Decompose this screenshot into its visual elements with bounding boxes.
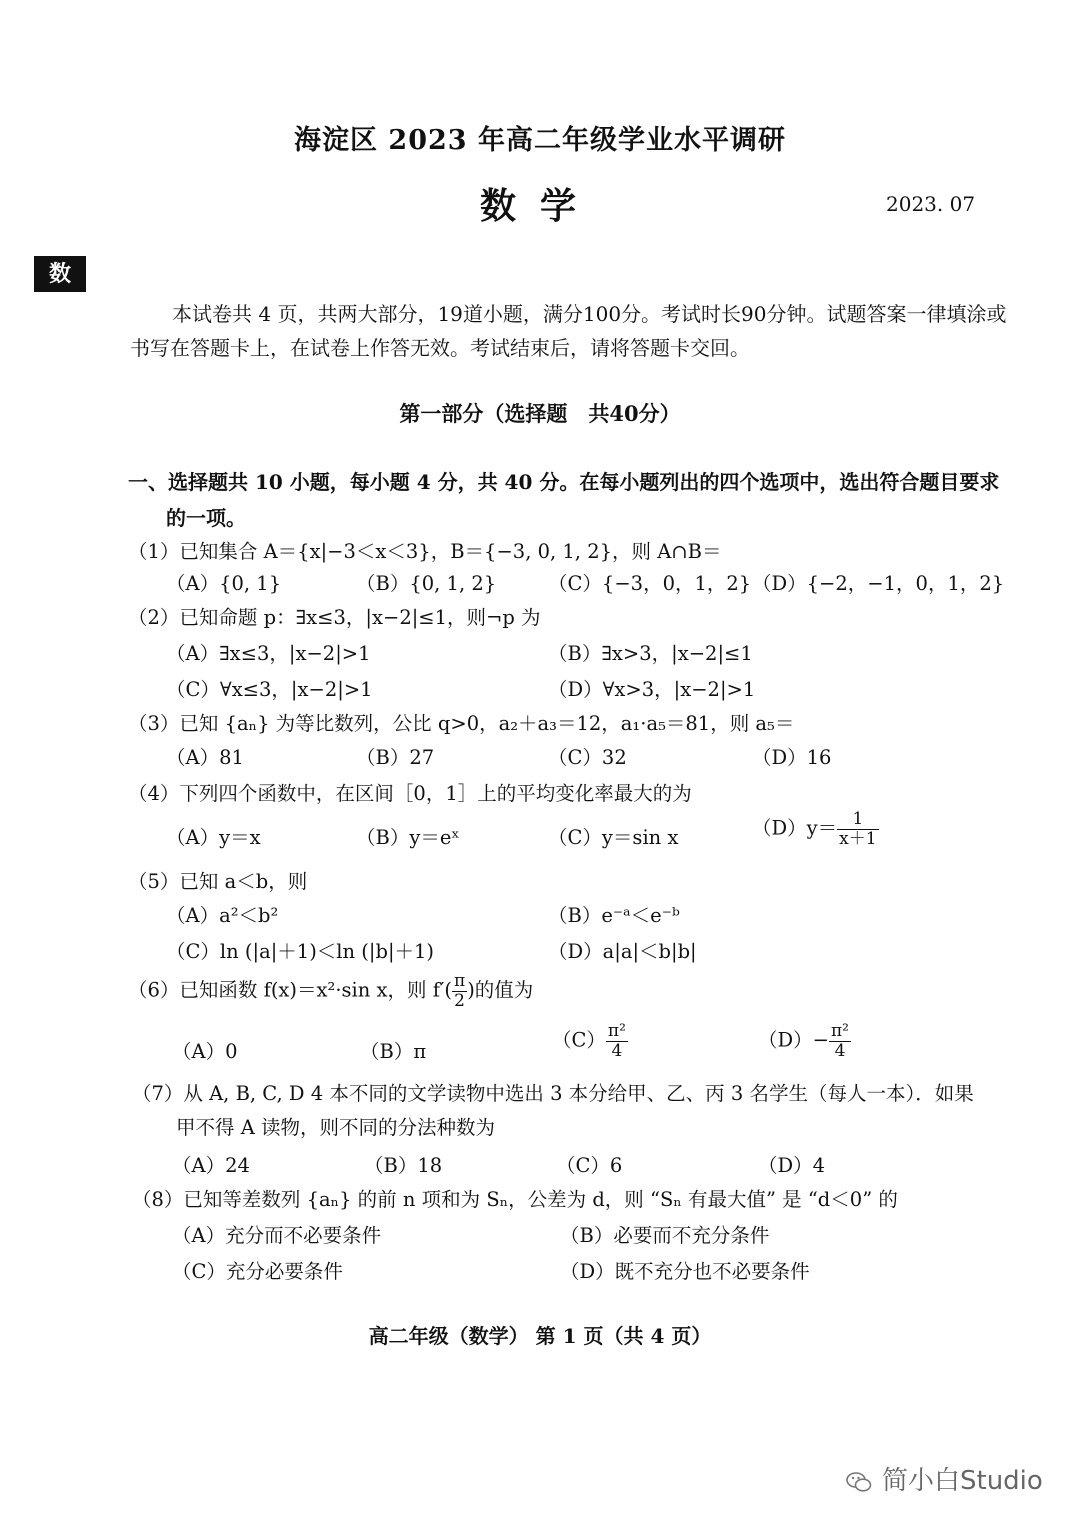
question-8-option-c: （C）充分必要条件: [172, 1260, 343, 1283]
question-6-option-c-denominator: 4: [611, 1040, 623, 1061]
question-6-option-c-numerator: π²: [607, 1021, 626, 1041]
question-1-stem: （1）已知集合 A＝{x|−3＜x＜3}，B＝{−3, 0, 1, 2}，则 A∩B＝: [128, 540, 722, 563]
question-6-stem-suffix: )的值为: [467, 978, 534, 1002]
question-6-stem-numerator: π: [454, 971, 466, 991]
question-7-option-c: （C）6: [556, 1154, 623, 1177]
question-8-option-d: （D）既不充分也不必要条件: [560, 1260, 810, 1283]
section-one-instructions: 一、选择题共 10 小题，每小题 4 分，共 40 分。在每小题列出的四个选项中，选出符合题目要求: [128, 470, 1000, 494]
question-4-option-d-fraction: [837, 810, 878, 848]
question-6-option-c-fraction: [606, 1022, 628, 1060]
question-6-option-c: [552, 1022, 628, 1060]
question-1-option-d: （D）{−2，−1，0，1，2}: [752, 572, 1005, 595]
question-6-option-a: （A）0: [172, 1040, 238, 1063]
question-6-option-d-denominator: 4: [834, 1040, 846, 1061]
question-6-stem-denominator: 2: [454, 990, 465, 1011]
question-5-option-c: （C）ln (|a|＋1)＜ln (|b|＋1): [166, 940, 435, 963]
question-8-stem: （8）已知等差数列 {aₙ} 的前 n 项和为 Sₙ，公差为 d，则 “Sₙ 有最大值” 是 “d＜0” 的: [132, 1188, 898, 1211]
section-one-instructions-cont: 的一项。: [166, 506, 246, 530]
watermark-text: 简小白Studio: [882, 1466, 1043, 1496]
question-4-option-d-prefix: （D）y＝: [752, 816, 838, 840]
question-3-option-a: （A）81: [166, 746, 244, 769]
question-2-stem: （2）已知命题 p：∃x≤3，|x−2|≤1，则¬p 为: [128, 606, 541, 629]
question-6-option-b: （B）π: [360, 1040, 427, 1063]
question-5-option-d: （D）a|a|＜b|b|: [548, 940, 697, 963]
question-5-option-a: （A）a²＜b²: [166, 904, 279, 927]
exam-date: 2023. 07: [886, 192, 976, 216]
part-one-heading: 第一部分（选择题 共40分）: [399, 401, 681, 426]
question-2-option-b: （B）∃x>3，|x−2|≤1: [548, 642, 753, 665]
question-1-option-b: （B）{0, 1, 2}: [356, 572, 497, 595]
question-2-option-a: （A）∃x≤3，|x−2|>1: [166, 642, 371, 665]
question-4-option-d-numerator: 1: [837, 810, 878, 830]
question-6-option-d-numerator: π²: [830, 1021, 849, 1041]
question-4-option-d: [752, 810, 879, 848]
question-6-stem-prefix: （6）已知函数 f(x)＝x²·sin x，则 f′(: [128, 978, 452, 1002]
question-4-option-a: （A）y＝x: [166, 826, 261, 849]
question-3-option-d: （D）16: [752, 746, 832, 769]
page-footer: 高二年级（数学） 第 1 页（共 4 页）: [368, 1324, 712, 1348]
intro-line-1: 本试卷共 4 页，共两大部分，19道小题，满分100分。考试时长90分钟。试题答案一律填涂或: [172, 302, 1007, 326]
question-4-stem: （4）下列四个函数中，在区间［0，1］上的平均变化率最大的为: [128, 782, 692, 805]
wechat-icon: [846, 1471, 872, 1493]
question-8-option-a: （A）充分而不必要条件: [172, 1224, 382, 1247]
question-3-option-b: （B）27: [356, 746, 435, 769]
question-3-option-c: （C）32: [548, 746, 627, 769]
question-2-option-d: （D）∀x>3，|x−2|>1: [548, 678, 756, 701]
question-6-option-c-prefix: （C）: [552, 1028, 606, 1052]
question-5-stem: （5）已知 a＜b，则: [128, 870, 308, 893]
question-1-option-c: （C）{−3，0，1，2}: [548, 572, 752, 595]
subject-side-tab: 数: [34, 256, 86, 292]
subject-title: 数学: [479, 185, 600, 227]
question-3-stem: （3）已知 {aₙ} 为等比数列，公比 q>0，a₂＋a₃＝12，a₁·a₅＝81，则 a₅＝: [128, 712, 795, 735]
question-7-stem-cont: 甲不得 A 读物，则不同的分法种数为: [176, 1116, 495, 1139]
intro-line-2: 书写在答题卡上，在试卷上作答无效。考试结束后，请将答题卡交回。: [130, 336, 750, 360]
question-2-option-c: （C）∀x≤3，|x−2|>1: [166, 678, 373, 701]
question-7-option-b: （B）18: [364, 1154, 443, 1177]
question-6-stem-fraction: [452, 972, 467, 1010]
question-8-option-b: （B）必要而不充分条件: [560, 1224, 770, 1247]
question-7-option-d: （D）4: [758, 1154, 826, 1177]
question-6-option-d: [758, 1022, 851, 1060]
question-4-option-b: （B）y＝eˣ: [356, 826, 460, 849]
exam-title: 海淀区 2023 年高二年级学业水平调研: [294, 125, 786, 156]
question-4-option-c: （C）y＝sin x: [548, 826, 679, 849]
question-5-option-b: （B）e⁻ᵃ＜e⁻ᵇ: [548, 904, 680, 927]
question-4-option-d-denominator: x＋1: [839, 828, 877, 849]
question-6-option-d-fraction: [829, 1022, 851, 1060]
question-7-option-a: （A）24: [172, 1154, 250, 1177]
question-7-stem: （7）从 A, B, C, D 4 本不同的文学读物中选出 3 本分给甲、乙、丙 3 名学生（每人一本）．如果: [132, 1082, 974, 1105]
question-1-option-a: （A）{0, 1}: [166, 572, 282, 595]
question-6-option-d-prefix: （D）−: [758, 1028, 829, 1052]
question-6-stem: [128, 972, 533, 1010]
watermark: [846, 1460, 1043, 1497]
